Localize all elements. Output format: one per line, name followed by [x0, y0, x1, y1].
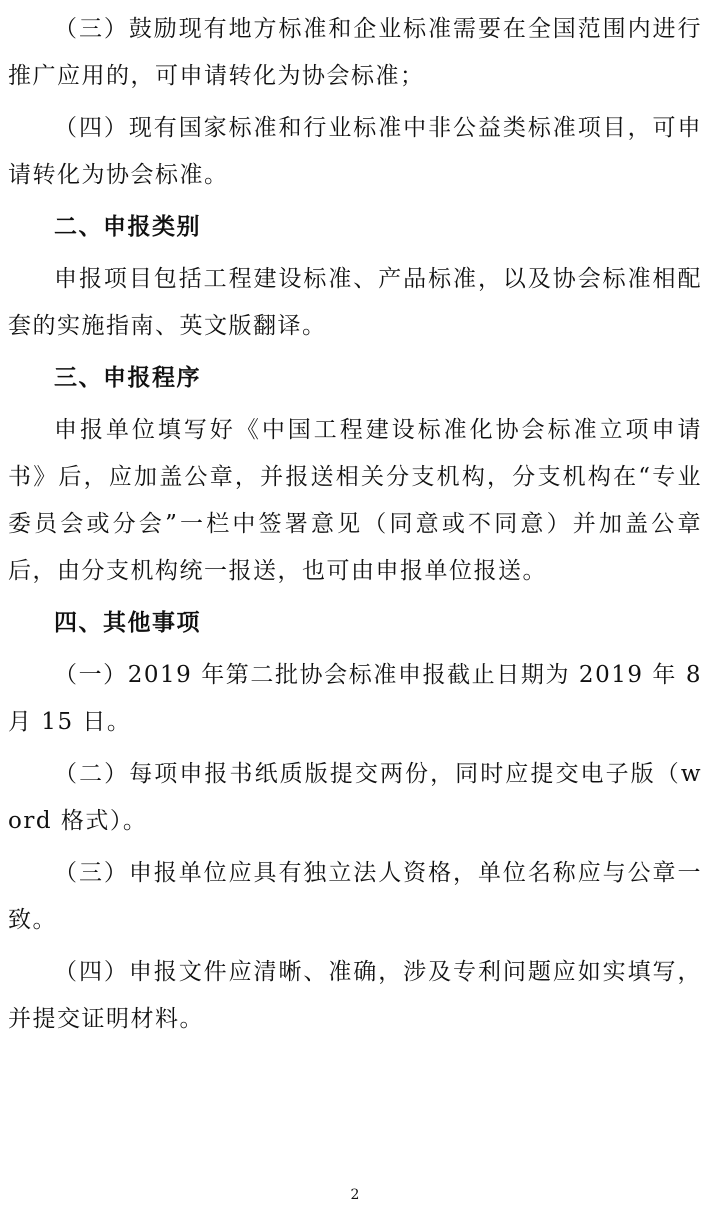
paragraph-item-3-local-standards: （三）鼓励现有地方标准和企业标准需要在全国范围内进行推广应用的，可申请转化为协会标准； — [8, 16, 702, 89]
paragraph-other-3-legal-entity: （三）申报单位应具有独立法人资格，单位名称应与公章一致。 — [8, 860, 702, 933]
section-heading-other-matters: 四、其他事项 — [54, 610, 201, 636]
section-heading-application-category: 二、申报类别 — [54, 214, 201, 240]
page-number: 2 — [350, 1187, 360, 1203]
paragraph-application-procedure: 申报单位填写好《中国工程建设标准化协会标准立项申请书》后，应加盖公章，并报送相关分支机构，分支机构在“专业委员会或分会”一栏中签署意见（同意或不同意）并加盖公章后，由分支机构统一报送，也可由申报单位报送。 — [8, 417, 702, 584]
paragraph-other-2-copies: （二）每项申报书纸质版提交两份，同时应提交电子版（word 格式）。 — [8, 761, 702, 834]
paragraph-item-4-national-standards: （四）现有国家标准和行业标准中非公益类标准项目，可申请转化为协会标准。 — [8, 115, 702, 188]
paragraph-other-4-documents: （四）申报文件应清晰、准确，涉及专利问题应如实填写，并提交证明材料。 — [8, 959, 702, 1032]
section-heading-application-procedure: 三、申报程序 — [54, 365, 201, 391]
paragraph-application-category: 申报项目包括工程建设标准、产品标准，以及协会标准相配套的实施指南、英文版翻译。 — [8, 266, 702, 339]
paragraph-other-1-deadline: （一）2019 年第二批协会标准申报截止日期为 2019 年 8 月 15 日。 — [8, 662, 702, 735]
